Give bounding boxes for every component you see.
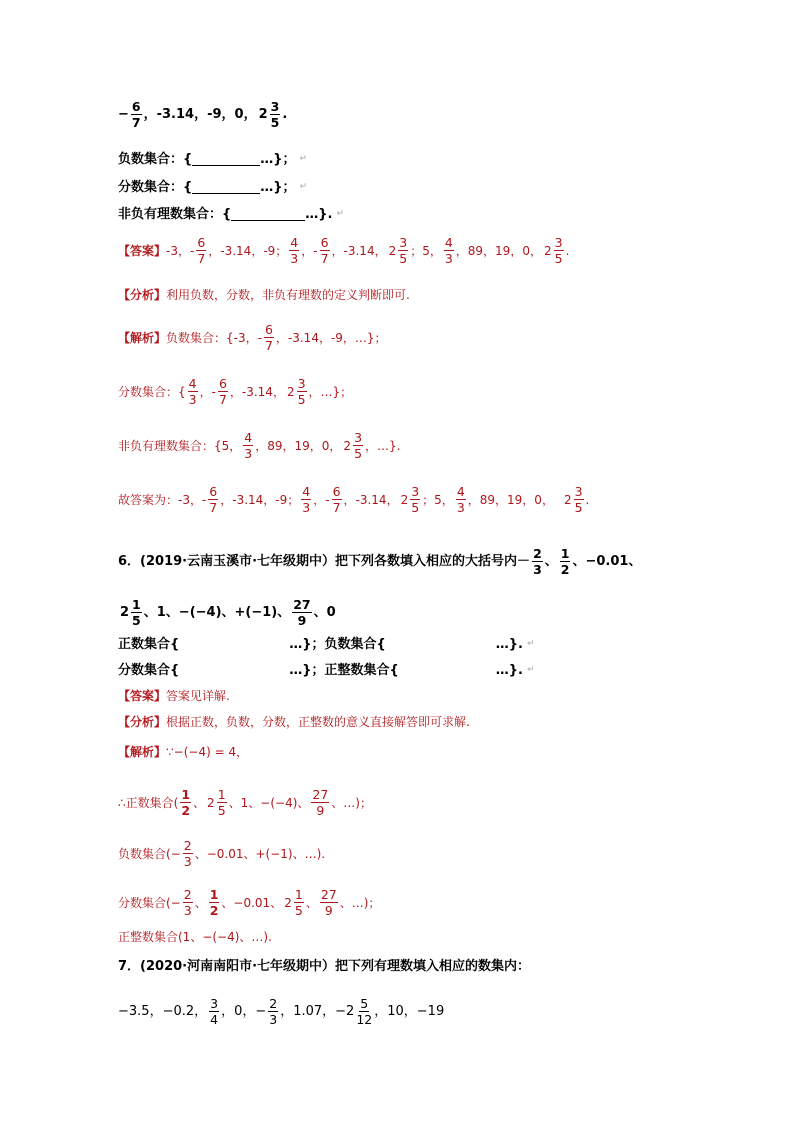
solution-text: 分数集合：{	[118, 384, 186, 399]
q6-title	[118, 547, 641, 576]
q6-answer	[118, 690, 230, 702]
answer-tag: 【答案】	[118, 243, 167, 258]
mixed-number: 2 $\frac{3}{5}$	[388, 235, 408, 267]
fraction: $\frac{4}{3}$	[456, 484, 465, 516]
solution-tag: 【解析】	[118, 745, 167, 759]
number-text: ，0，−	[221, 1004, 267, 1020]
answer-tag: 【答案】	[118, 689, 167, 703]
q5-answer	[118, 236, 569, 265]
answer-blank[interactable]	[192, 181, 260, 194]
q5-fraction-set-answer	[118, 377, 352, 406]
answer-text: ，89，19，0，	[455, 243, 542, 258]
number-text: 、0	[313, 605, 336, 621]
q6-number-list	[118, 598, 336, 627]
mixed-number: 2 $\frac{3}{5}$	[286, 376, 306, 408]
solution-text: 负数集合(−	[118, 846, 181, 861]
solution-text: 、	[305, 895, 318, 910]
solution-text: 正整数集合(1、−(−4)、…).	[118, 930, 272, 944]
fraction: $\frac{1}{2}$	[181, 787, 191, 819]
solution-text: ，…}.	[365, 438, 401, 453]
mixed-number: 2 $\frac{3}{5}$	[400, 484, 420, 516]
set-label: 分数集合{	[118, 663, 180, 678]
solution-text: ，-3.14，-9，…}；	[275, 330, 387, 345]
set-end: …}；	[289, 663, 325, 678]
analysis-tag: 【分析】	[118, 715, 167, 729]
paragraph-mark: ↵	[299, 182, 308, 192]
separator: 、	[544, 554, 558, 570]
number-text: ，1.07，−2	[280, 1004, 355, 1020]
answer-text: ；5，	[410, 243, 442, 258]
fraction: $\frac{2}{3}$	[183, 887, 192, 919]
fraction: $\frac{2}{3}$	[269, 996, 278, 1028]
fraction: $\frac{6}{7}$	[131, 99, 141, 131]
q6-solution	[118, 746, 248, 758]
analysis-text: 利用负数，分数，非负有理数的定义判断即可.	[166, 288, 410, 302]
number-text: 、1、−(−4)、+(−1)、	[143, 605, 291, 621]
paragraph-mark: ↵	[527, 665, 535, 675]
solution-text: ，-	[199, 384, 216, 399]
solution-text: ，…}；	[308, 384, 353, 399]
paragraph-mark: ↵	[299, 154, 308, 164]
q5-final-answer	[118, 485, 589, 514]
fraction: $\frac{4}{3}$	[244, 430, 253, 462]
answer-blank[interactable]	[231, 208, 305, 221]
solution-text: 、1、−(−4)、	[228, 795, 310, 810]
fraction: $\frac{4}{3}$	[302, 484, 311, 516]
solution-text: 、	[194, 895, 207, 910]
solution-text: 故答案为：-3，-	[118, 492, 207, 507]
fraction: $\frac{1}{2}$	[560, 546, 570, 578]
number-text: ，10，−19	[374, 1004, 445, 1020]
question-title: 7．(2020·河南南阳市·七年级期中）把下列有理数填入相应的数集内：	[118, 959, 531, 974]
solution-text: ，-3.14，-9；	[220, 492, 300, 507]
fraction: $\frac{3}{4}$	[210, 996, 219, 1028]
analysis-text: 根据正数，负数，分数，正整数的意义直接解答即可求解.	[166, 715, 470, 729]
q6-analysis	[118, 716, 470, 728]
solution-text: 、	[193, 795, 206, 810]
answer-text: ，-3.14，	[331, 243, 387, 258]
set-end: …}；	[289, 637, 325, 652]
answer-text: .	[565, 243, 570, 258]
q6-set-row-2	[118, 664, 535, 677]
mixed-number: 2 $\frac{1}{5}$	[207, 787, 226, 819]
solution-text: 非负有理数集合：{5，	[118, 438, 242, 453]
solution-text: 、−0.01、+(−1)、…).	[194, 846, 326, 861]
mixed-number: 2 $\frac{1}{5}$	[284, 887, 303, 919]
fraction: $\frac{6}{7}$	[332, 484, 341, 516]
solution-text: .	[585, 492, 590, 507]
answer-text: ，-3.14，-9；	[208, 243, 288, 258]
answer-text: -3，-	[166, 243, 195, 258]
q5-negative-set-line	[118, 153, 307, 166]
solution-tag: 【解析】	[118, 330, 167, 345]
fraction: $\frac{6}{7}$	[264, 322, 273, 354]
solution-text: ，-3.14，	[229, 384, 285, 399]
set-label: 负数集合：{	[118, 152, 193, 167]
number-text: ，-3.14，-9，0，	[143, 107, 257, 123]
set-end: …}；	[260, 152, 296, 167]
solution-text: ∴正数集合(	[118, 795, 179, 810]
fraction: $\frac{6}{7}$	[218, 376, 227, 408]
q6-fraction-set-answer	[118, 888, 380, 917]
fraction: $\frac{27}{9}$	[293, 597, 311, 629]
q5-fraction-set-line	[118, 181, 307, 194]
solution-text: ，-	[313, 492, 330, 507]
q6-integer-set-answer	[118, 931, 272, 943]
q6-negative-set-answer	[118, 839, 325, 868]
fraction: $\frac{6}{7}$	[320, 235, 329, 267]
mixed-number: 2 $\frac{3}{5}$	[258, 99, 280, 131]
fraction: $\frac{4}{3}$	[444, 235, 453, 267]
set-end: …}；	[260, 180, 296, 195]
solution-text: ，-3.14，	[343, 492, 399, 507]
solution-text: ；5，	[422, 492, 454, 507]
fraction: $\frac{2}{3}$	[533, 546, 542, 578]
answer-text: ，-	[301, 243, 318, 258]
fraction: $\frac{27}{9}$	[312, 787, 329, 819]
set-end: …}.	[495, 637, 523, 652]
answer-text: 答案见详解.	[166, 689, 230, 703]
solution-text: ，89，19，0，	[255, 438, 342, 453]
q5-number-list	[118, 100, 287, 129]
q6-positive-set-answer	[118, 788, 372, 817]
fraction: $\frac{4}{3}$	[188, 376, 197, 408]
answer-blank[interactable]	[192, 153, 260, 166]
set-label: 正数集合{	[118, 637, 180, 652]
q7-title	[118, 960, 530, 973]
period: .	[282, 107, 288, 123]
fraction: $\frac{4}{3}$	[290, 235, 299, 267]
set-end: …}.	[495, 663, 523, 678]
paragraph-mark: ↵	[527, 639, 535, 649]
q5-analysis	[118, 289, 410, 301]
mixed-number: 2 $\frac{1}{5}$	[120, 597, 141, 629]
fraction: $\frac{27}{9}$	[320, 887, 337, 919]
set-label: 负数集合{	[324, 637, 386, 652]
solution-text: ，89，19，0，	[467, 492, 554, 507]
fraction: $\frac{5}{12}$	[356, 996, 373, 1028]
q7-number-list	[118, 997, 444, 1026]
number-text: −3.5，−0.2，	[118, 1004, 208, 1020]
q5-solution	[118, 323, 387, 352]
set-label: 正整数集合{	[324, 663, 399, 678]
q5-nonneg-set-line	[118, 208, 344, 221]
minus-sign: －	[517, 554, 531, 570]
solution-text: 、…)；	[331, 795, 372, 810]
minus-sign: −	[118, 107, 129, 123]
q6-set-row-1	[118, 638, 535, 651]
fraction: $\frac{6}{7}$	[197, 235, 206, 267]
mixed-number: 2 $\frac{3}{5}$	[563, 484, 583, 516]
solution-text: 、…)；	[339, 895, 381, 910]
solution-text: 、−0.01、	[221, 895, 283, 910]
fraction: $\frac{1}{2}$	[209, 887, 219, 919]
fraction: $\frac{6}{7}$	[209, 484, 218, 516]
paragraph-mark: ↵	[336, 209, 345, 219]
analysis-tag: 【分析】	[118, 288, 167, 302]
solution-text: 分数集合(−	[118, 895, 181, 910]
set-end: …}.	[305, 207, 333, 222]
q5-nonneg-set-answer	[118, 431, 400, 460]
fraction: $\frac{2}{3}$	[183, 838, 192, 870]
set-label: 非负有理数集合：{	[118, 207, 232, 222]
solution-text: ∵−(−4) = 4，	[166, 745, 249, 759]
set-label: 分数集合：{	[118, 180, 193, 195]
question-title: 6．(2019·云南玉溪市·七年级期中）把下列各数填入相应的大括号内	[118, 554, 518, 570]
mixed-number: 2 $\frac{3}{5}$	[543, 235, 563, 267]
number-text: 、−0.01、	[572, 554, 642, 570]
solution-text: 负数集合：{-3，-	[166, 330, 262, 345]
mixed-number: 2 $\frac{3}{5}$	[343, 430, 363, 462]
